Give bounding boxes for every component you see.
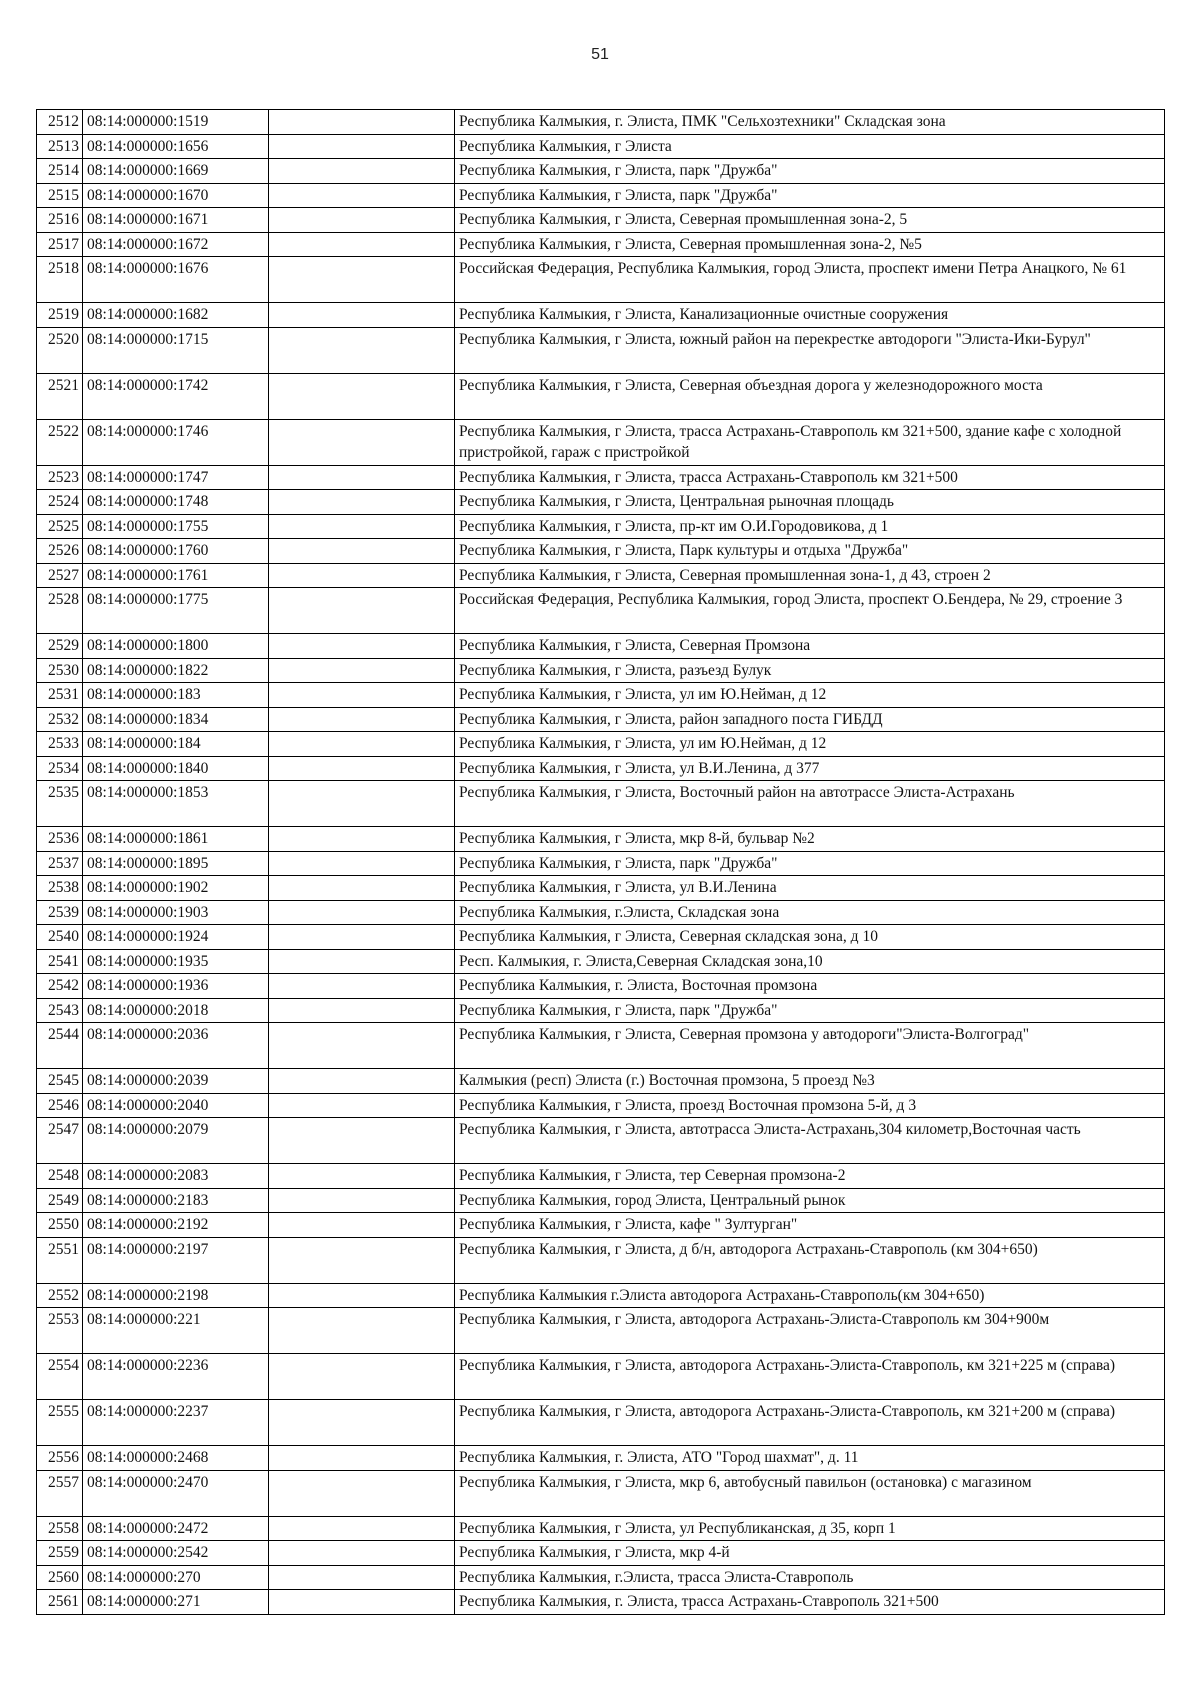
row-number-cell: 2540 [37, 925, 83, 950]
empty-cell [269, 1023, 455, 1069]
address-cell: Республика Калмыкия, г Элиста, ул В.И.Ленина [455, 876, 1165, 901]
empty-cell [269, 1400, 455, 1446]
address-cell: Калмыкия (респ) Элиста (г.) Восточная промзона, 5 проезд №3 [455, 1069, 1165, 1094]
empty-cell [269, 732, 455, 757]
address-cell: Республика Калмыкия, г Элиста, Северная промышленная зона-1, д 43, строен 2 [455, 563, 1165, 588]
address-cell: Республика Калмыкия, г Элиста, парк "Дружба" [455, 851, 1165, 876]
empty-cell [269, 1565, 455, 1590]
row-number-cell: 2534 [37, 756, 83, 781]
table-row [37, 658, 1165, 683]
address-cell: Российская Федерация, Республика Калмыкия, город Элиста, проспект имени Петра Анацкого, № 61 [455, 257, 1165, 303]
cadastral-number-cell: 08:14:000000:270 [83, 1565, 269, 1590]
row-number-cell: 2541 [37, 949, 83, 974]
address-cell: Республика Калмыкия, г Элиста, Северная промышленная зона-2, 5 [455, 208, 1165, 233]
cadastral-number-cell: 08:14:000000:1861 [83, 827, 269, 852]
row-number-cell: 2520 [37, 327, 83, 373]
cadastral-number-cell: 08:14:000000:221 [83, 1308, 269, 1354]
cadastral-number-cell: 08:14:000000:1924 [83, 925, 269, 950]
address-cell: Республика Калмыкия, г Элиста, Северная объездная дорога у железнодорожного моста [455, 373, 1165, 419]
address-cell: Республика Калмыкия, г Элиста, мкр 4-й [455, 1541, 1165, 1566]
row-number-cell: 2516 [37, 208, 83, 233]
empty-cell [269, 1446, 455, 1471]
address-cell: Республика Калмыкия, г. Элиста, трасса Астрахань-Ставрополь 321+500 [455, 1590, 1165, 1615]
address-cell: Республика Калмыкия, г Элиста, Северная промышленная зона-2, №5 [455, 232, 1165, 257]
empty-cell [269, 1118, 455, 1164]
address-cell: Республика Калмыкия, г Элиста, автодорога Астрахань-Элиста-Ставрополь, км 321+225 м (справа) [455, 1354, 1165, 1400]
cadastral-number-cell: 08:14:000000:2036 [83, 1023, 269, 1069]
cadastral-number-cell: 08:14:000000:1656 [83, 134, 269, 159]
table-row [37, 208, 1165, 233]
empty-cell [269, 1069, 455, 1094]
cadastral-number-cell: 08:14:000000:2236 [83, 1354, 269, 1400]
cadastral-number-cell: 08:14:000000:2470 [83, 1470, 269, 1516]
address-cell: Республика Калмыкия, г.Элиста, Складская зона [455, 900, 1165, 925]
address-cell: Республика Калмыкия, г Элиста, Северная складская зона, д 10 [455, 925, 1165, 950]
table-row [37, 949, 1165, 974]
row-number-cell: 2550 [37, 1213, 83, 1238]
row-number-cell: 2552 [37, 1283, 83, 1308]
empty-cell [269, 900, 455, 925]
table-row [37, 1069, 1165, 1094]
address-cell: Респ. Калмыкия, г. Элиста,Северная Складская зона,10 [455, 949, 1165, 974]
cadastral-number-cell: 08:14:000000:1748 [83, 490, 269, 515]
table-row [37, 1283, 1165, 1308]
empty-cell [269, 588, 455, 634]
address-cell: Республика Калмыкия, г Элиста, автодорога Астрахань-Элиста-Ставрополь, км 321+200 м (справа) [455, 1400, 1165, 1446]
row-number-cell: 2518 [37, 257, 83, 303]
table-row [37, 159, 1165, 184]
row-number-cell: 2551 [37, 1237, 83, 1283]
table-row [37, 539, 1165, 564]
empty-cell [269, 1213, 455, 1238]
address-cell: Республика Калмыкия, г Элиста, парк "Дружба" [455, 159, 1165, 184]
table-row [37, 974, 1165, 999]
address-cell: Республика Калмыкия, г Элиста, трасса Астрахань-Ставрополь км 321+500, здание кафе с холодной пристройкой, гараж с пристройкой [455, 419, 1165, 465]
empty-cell [269, 634, 455, 659]
row-number-cell: 2537 [37, 851, 83, 876]
table-row [37, 1354, 1165, 1400]
table-row [37, 514, 1165, 539]
empty-cell [269, 1164, 455, 1189]
empty-cell [269, 539, 455, 564]
address-cell: Республика Калмыкия, г Элиста, южный район на перекрестке автодороги "Элиста-Ики-Бурул" [455, 327, 1165, 373]
empty-cell [269, 1541, 455, 1566]
table-row [37, 732, 1165, 757]
table-row [37, 900, 1165, 925]
row-number-cell: 2538 [37, 876, 83, 901]
address-cell: Республика Калмыкия, г. Элиста, АТО "Город шахмат", д. 11 [455, 1446, 1165, 1471]
cadastral-number-cell: 08:14:000000:1834 [83, 707, 269, 732]
table-row [37, 1164, 1165, 1189]
row-number-cell: 2559 [37, 1541, 83, 1566]
empty-cell [269, 327, 455, 373]
address-cell: Республика Калмыкия, г Элиста, ул Республиканская, д 35, корп 1 [455, 1516, 1165, 1541]
table-row [37, 257, 1165, 303]
cadastral-number-cell: 08:14:000000:1760 [83, 539, 269, 564]
row-number-cell: 2529 [37, 634, 83, 659]
row-number-cell: 2521 [37, 373, 83, 419]
cadastral-number-cell: 08:14:000000:1755 [83, 514, 269, 539]
empty-cell [269, 303, 455, 328]
address-cell: Республика Калмыкия, г Элиста, кафе " Зултурган" [455, 1213, 1165, 1238]
row-number-cell: 2519 [37, 303, 83, 328]
empty-cell [269, 419, 455, 465]
row-number-cell: 2547 [37, 1118, 83, 1164]
cadastral-number-cell: 08:14:000000:1761 [83, 563, 269, 588]
empty-cell [269, 998, 455, 1023]
cadastral-number-cell: 08:14:000000:1672 [83, 232, 269, 257]
address-cell: Республика Калмыкия, г Элиста, ул В.И.Ленина, д 377 [455, 756, 1165, 781]
row-number-cell: 2514 [37, 159, 83, 184]
row-number-cell: 2526 [37, 539, 83, 564]
empty-cell [269, 563, 455, 588]
address-cell: Республика Калмыкия, г Элиста, д б/н, автодорога Астрахань-Ставрополь (км 304+650) [455, 1237, 1165, 1283]
empty-cell [269, 781, 455, 827]
empty-cell [269, 851, 455, 876]
cadastral-number-cell: 08:14:000000:1775 [83, 588, 269, 634]
row-number-cell: 2528 [37, 588, 83, 634]
address-cell: Республика Калмыкия, г Элиста, ул им Ю.Нейман, д 12 [455, 683, 1165, 708]
table-row [37, 373, 1165, 419]
registry-table-body [37, 110, 1165, 1615]
address-cell: Республика Калмыкия, г Элиста, парк "Дружба" [455, 998, 1165, 1023]
address-cell: Республика Калмыкия, г Элиста, Канализационные очистные сооружения [455, 303, 1165, 328]
table-row [37, 1237, 1165, 1283]
empty-cell [269, 208, 455, 233]
table-row [37, 232, 1165, 257]
empty-cell [269, 756, 455, 781]
row-number-cell: 2555 [37, 1400, 83, 1446]
cadastral-number-cell: 08:14:000000:1746 [83, 419, 269, 465]
table-row [37, 1213, 1165, 1238]
cadastral-number-cell: 08:14:000000:184 [83, 732, 269, 757]
empty-cell [269, 1237, 455, 1283]
table-row [37, 756, 1165, 781]
table-row [37, 563, 1165, 588]
row-number-cell: 2517 [37, 232, 83, 257]
row-number-cell: 2522 [37, 419, 83, 465]
cadastral-number-cell: 08:14:000000:2039 [83, 1069, 269, 1094]
table-row [37, 925, 1165, 950]
empty-cell [269, 110, 455, 135]
empty-cell [269, 490, 455, 515]
empty-cell [269, 1188, 455, 1213]
table-row [37, 1590, 1165, 1615]
row-number-cell: 2544 [37, 1023, 83, 1069]
cadastral-number-cell: 08:14:000000:1902 [83, 876, 269, 901]
row-number-cell: 2512 [37, 110, 83, 135]
table-row [37, 1565, 1165, 1590]
cadastral-number-cell: 08:14:000000:1747 [83, 465, 269, 490]
row-number-cell: 2525 [37, 514, 83, 539]
cadastral-number-cell: 08:14:000000:2192 [83, 1213, 269, 1238]
row-number-cell: 2523 [37, 465, 83, 490]
table-row [37, 1400, 1165, 1446]
row-number-cell: 2549 [37, 1188, 83, 1213]
table-row [37, 1093, 1165, 1118]
empty-cell [269, 257, 455, 303]
address-cell: Республика Калмыкия, г Элиста, проезд Восточная промзона 5-й, д 3 [455, 1093, 1165, 1118]
cadastral-number-cell: 08:14:000000:1840 [83, 756, 269, 781]
address-cell: Республика Калмыкия, г Элиста, мкр 8-й, бульвар №2 [455, 827, 1165, 852]
empty-cell [269, 232, 455, 257]
row-number-cell: 2539 [37, 900, 83, 925]
cadastral-number-cell: 08:14:000000:1903 [83, 900, 269, 925]
row-number-cell: 2530 [37, 658, 83, 683]
empty-cell [269, 1590, 455, 1615]
address-cell: Республика Калмыкия, г Элиста, тер Северная промзона-2 [455, 1164, 1165, 1189]
address-cell: Республика Калмыкия, г Элиста, ул им Ю.Нейман, д 12 [455, 732, 1165, 757]
cadastral-number-cell: 08:14:000000:183 [83, 683, 269, 708]
registry-table [36, 109, 1165, 1615]
table-row [37, 827, 1165, 852]
address-cell: Республика Калмыкия, г Элиста, Северная промзона у автодороги"Элиста-Волгоград" [455, 1023, 1165, 1069]
empty-cell [269, 1516, 455, 1541]
table-row [37, 419, 1165, 465]
cadastral-number-cell: 08:14:000000:2468 [83, 1446, 269, 1471]
empty-cell [269, 1283, 455, 1308]
cadastral-number-cell: 08:14:000000:1682 [83, 303, 269, 328]
cadastral-number-cell: 08:14:000000:1742 [83, 373, 269, 419]
table-row [37, 1118, 1165, 1164]
address-cell: Республика Калмыкия, город Элиста, Центральный рынок [455, 1188, 1165, 1213]
table-row [37, 303, 1165, 328]
page-number: 51 [591, 46, 609, 63]
address-cell: Республика Калмыкия, г Элиста, трасса Астрахань-Ставрополь км 321+500 [455, 465, 1165, 490]
row-number-cell: 2556 [37, 1446, 83, 1471]
empty-cell [269, 1093, 455, 1118]
row-number-cell: 2548 [37, 1164, 83, 1189]
address-cell: Республика Калмыкия, г Элиста, Восточный район на автотрассе Элиста-Астрахань [455, 781, 1165, 827]
address-cell: Республика Калмыкия, г Элиста, парк "Дружба" [455, 183, 1165, 208]
empty-cell [269, 683, 455, 708]
cadastral-number-cell: 08:14:000000:2237 [83, 1400, 269, 1446]
cadastral-number-cell: 08:14:000000:2018 [83, 998, 269, 1023]
empty-cell [269, 159, 455, 184]
empty-cell [269, 1354, 455, 1400]
row-number-cell: 2527 [37, 563, 83, 588]
cadastral-number-cell: 08:14:000000:271 [83, 1590, 269, 1615]
table-row [37, 707, 1165, 732]
table-row [37, 634, 1165, 659]
address-cell: Республика Калмыкия, г Элиста, мкр 6, автобусный павильон (остановка) с магазином [455, 1470, 1165, 1516]
empty-cell [269, 134, 455, 159]
table-row [37, 465, 1165, 490]
address-cell: Республика Калмыкия, г.Элиста, трасса Элиста-Ставрополь [455, 1565, 1165, 1590]
row-number-cell: 2524 [37, 490, 83, 515]
address-cell: Республика Калмыкия г.Элиста автодорога Астрахань-Ставрополь(км 304+650) [455, 1283, 1165, 1308]
empty-cell [269, 707, 455, 732]
cadastral-number-cell: 08:14:000000:1935 [83, 949, 269, 974]
row-number-cell: 2560 [37, 1565, 83, 1590]
row-number-cell: 2535 [37, 781, 83, 827]
row-number-cell: 2545 [37, 1069, 83, 1094]
row-number-cell: 2536 [37, 827, 83, 852]
table-row [37, 588, 1165, 634]
row-number-cell: 2513 [37, 134, 83, 159]
cadastral-number-cell: 08:14:000000:1715 [83, 327, 269, 373]
cadastral-number-cell: 08:14:000000:1671 [83, 208, 269, 233]
row-number-cell: 2543 [37, 998, 83, 1023]
address-cell: Республика Калмыкия, г Элиста [455, 134, 1165, 159]
cadastral-number-cell: 08:14:000000:1519 [83, 110, 269, 135]
row-number-cell: 2542 [37, 974, 83, 999]
table-row [37, 876, 1165, 901]
row-number-cell: 2561 [37, 1590, 83, 1615]
table-row [37, 781, 1165, 827]
cadastral-number-cell: 08:14:000000:1936 [83, 974, 269, 999]
cadastral-number-cell: 08:14:000000:1670 [83, 183, 269, 208]
empty-cell [269, 658, 455, 683]
cadastral-number-cell: 08:14:000000:2079 [83, 1118, 269, 1164]
cadastral-number-cell: 08:14:000000:2083 [83, 1164, 269, 1189]
address-cell: Республика Калмыкия, г Элиста, автодорога Астрахань-Элиста-Ставрополь км 304+900м [455, 1308, 1165, 1354]
cadastral-number-cell: 08:14:000000:1800 [83, 634, 269, 659]
cadastral-number-cell: 08:14:000000:2472 [83, 1516, 269, 1541]
cadastral-number-cell: 08:14:000000:2040 [83, 1093, 269, 1118]
empty-cell [269, 876, 455, 901]
table-row [37, 110, 1165, 135]
row-number-cell: 2532 [37, 707, 83, 732]
table-row [37, 683, 1165, 708]
empty-cell [269, 183, 455, 208]
table-row [37, 1470, 1165, 1516]
table-row [37, 183, 1165, 208]
table-row [37, 327, 1165, 373]
address-cell: Республика Калмыкия, г Элиста, Центральная рыночная площадь [455, 490, 1165, 515]
row-number-cell: 2546 [37, 1093, 83, 1118]
cadastral-number-cell: 08:14:000000:2197 [83, 1237, 269, 1283]
cadastral-number-cell: 08:14:000000:1822 [83, 658, 269, 683]
row-number-cell: 2557 [37, 1470, 83, 1516]
table-row [37, 1188, 1165, 1213]
table-row [37, 1446, 1165, 1471]
table-row [37, 134, 1165, 159]
empty-cell [269, 373, 455, 419]
address-cell: Республика Калмыкия, г Элиста, Северная Промзона [455, 634, 1165, 659]
cadastral-number-cell: 08:14:000000:2183 [83, 1188, 269, 1213]
empty-cell [269, 1470, 455, 1516]
address-cell: Республика Калмыкия, г Элиста, Парк культуры и отдыха "Дружба" [455, 539, 1165, 564]
address-cell: Республика Калмыкия, г Элиста, пр-кт им О.И.Городовикова, д 1 [455, 514, 1165, 539]
table-row [37, 1308, 1165, 1354]
table-row [37, 1023, 1165, 1069]
address-cell: Республика Калмыкия, г Элиста, автотрасса Элиста-Астрахань,304 километр,Восточная часть [455, 1118, 1165, 1164]
cadastral-number-cell: 08:14:000000:1669 [83, 159, 269, 184]
empty-cell [269, 827, 455, 852]
empty-cell [269, 925, 455, 950]
address-cell: Республика Калмыкия, г. Элиста, ПМК "Сельхозтехники" Складская зона [455, 110, 1165, 135]
empty-cell [269, 974, 455, 999]
table-row [37, 1516, 1165, 1541]
address-cell: Республика Калмыкия, г. Элиста, Восточная промзона [455, 974, 1165, 999]
row-number-cell: 2558 [37, 1516, 83, 1541]
cadastral-number-cell: 08:14:000000:2542 [83, 1541, 269, 1566]
table-row [37, 490, 1165, 515]
empty-cell [269, 1308, 455, 1354]
cadastral-number-cell: 08:14:000000:2198 [83, 1283, 269, 1308]
row-number-cell: 2515 [37, 183, 83, 208]
address-cell: Республика Калмыкия, г Элиста, район западного поста ГИБДД [455, 707, 1165, 732]
empty-cell [269, 949, 455, 974]
address-cell: Республика Калмыкия, г Элиста, разъезд Булук [455, 658, 1165, 683]
table-row [37, 1541, 1165, 1566]
empty-cell [269, 465, 455, 490]
row-number-cell: 2531 [37, 683, 83, 708]
row-number-cell: 2533 [37, 732, 83, 757]
empty-cell [269, 514, 455, 539]
address-cell: Российская Федерация, Республика Калмыкия, город Элиста, проспект О.Бендера, № 29, строение 3 [455, 588, 1165, 634]
table-row [37, 998, 1165, 1023]
row-number-cell: 2554 [37, 1354, 83, 1400]
cadastral-number-cell: 08:14:000000:1676 [83, 257, 269, 303]
cadastral-number-cell: 08:14:000000:1895 [83, 851, 269, 876]
row-number-cell: 2553 [37, 1308, 83, 1354]
table-row [37, 851, 1165, 876]
cadastral-number-cell: 08:14:000000:1853 [83, 781, 269, 827]
